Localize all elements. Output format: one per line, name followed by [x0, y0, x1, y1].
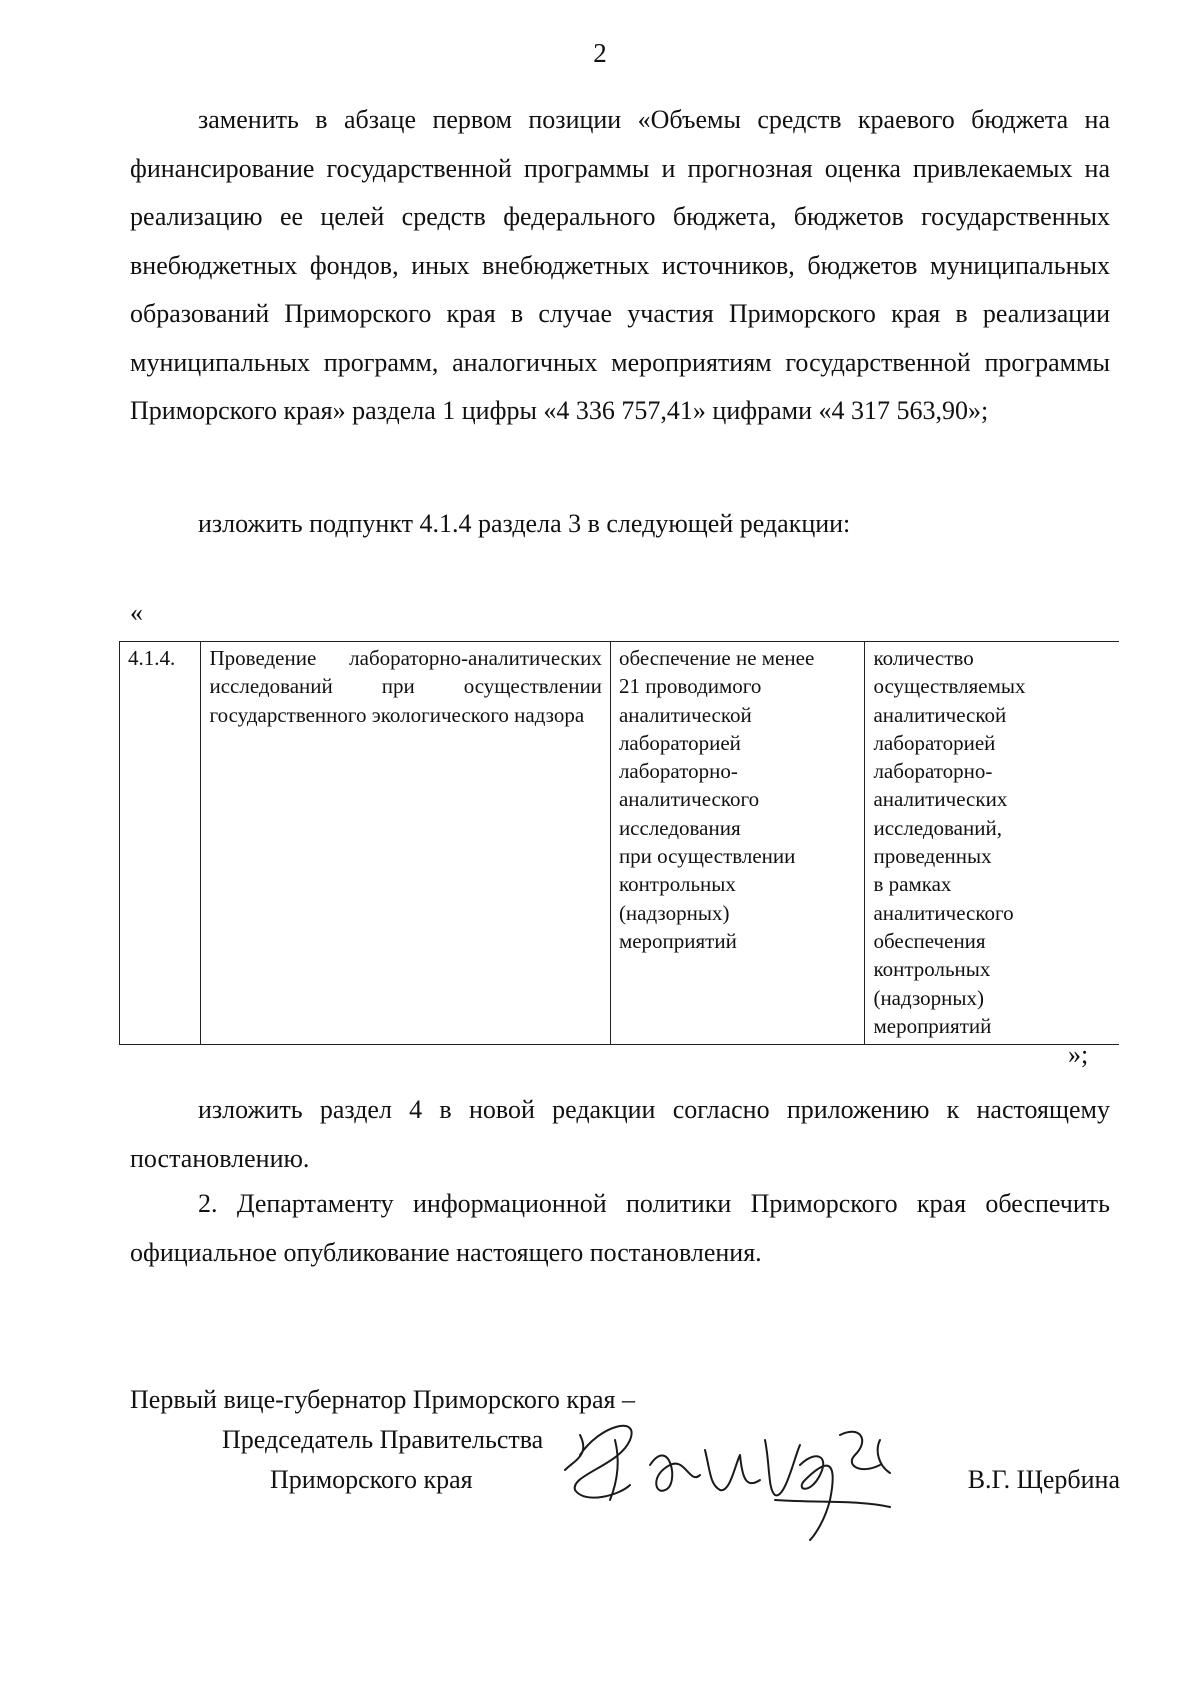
indicator-line: лабораторией [873, 730, 996, 755]
result-line: (надзорных) [618, 900, 730, 925]
handwritten-signature [560, 1395, 940, 1545]
indicator-line: осуществляемых [873, 674, 1026, 699]
indicator-cell [865, 642, 1119, 1045]
result-line: исследования [618, 815, 741, 840]
indicator-line: контрольных [873, 957, 991, 982]
indicator-line: аналитического [873, 900, 1014, 925]
result-line: мероприятий [618, 928, 737, 953]
result-line: 21 проводимого [618, 674, 762, 699]
indicator-line: исследований, [873, 815, 1002, 840]
page-number: 2 [593, 38, 607, 68]
indicator-line: в рамках [873, 872, 952, 897]
indicator-line: проведенных [873, 844, 992, 869]
signatory-title-line1: Первый вице-губернатор Приморского края – [130, 1385, 635, 1414]
table-close-quote: »; [1068, 1040, 1089, 1069]
indicator-line: (надзорных) [873, 985, 984, 1010]
result-line: лабораторно- [618, 759, 738, 784]
indicator-line: лабораторно- [873, 759, 993, 784]
indicator-line: аналитических [873, 787, 1008, 812]
result-line: аналитической [618, 702, 752, 727]
result-line: обеспечение не менее [618, 646, 815, 670]
result-line: лабораторией [618, 730, 741, 755]
activity-table [119, 641, 1119, 1045]
indicator-line: мероприятий [873, 1013, 992, 1038]
paragraph-section4: изложить раздел 4 в новой редакции согласно приложению к настоящему постановлению. [130, 1095, 1110, 1173]
paragraph-subclause-intro: изложить подпункт 4.1.4 раздела 3 в следующей редакции: [198, 509, 851, 538]
indicator-line: количество [873, 646, 974, 670]
indicator-line: аналитической [873, 702, 1007, 727]
signatory-title-line3: Приморского края [270, 1465, 473, 1494]
signatory-name: В.Г. Щербина [967, 1465, 1120, 1494]
table-open-quote: « [130, 598, 143, 627]
table-row [120, 642, 1120, 1045]
result-line: аналитического [618, 787, 760, 812]
indicator-line: обеспечения [873, 928, 986, 953]
result-line: контрольных [618, 872, 736, 897]
activity-cell: Проведение лабораторно-аналитических исследований при осуществлении государственного экологического надзора [201, 642, 610, 1045]
paragraph-budget-amendment: заменить в абзаце первом позиции «Объемы средств краевого бюджета на финансирование государственной программы и прогнозная оценка привлекаемых на реализацию ее целей средств федерального бюджета, бюджетов государственных внебюджетных фондов, иных внебюджетных источников, бюджетов муниципальных образований Приморского края в случае участия Приморского края в реализации муниципальных программ, аналогичных мероприятиям государственной программы Приморского края» раздела 1 цифры «4 336 757,41» цифрами «4 317 563,90»; [130, 105, 1110, 425]
result-line: при осуществлении [618, 844, 796, 869]
row-number-cell: 4.1.4. [120, 642, 201, 1045]
signatory-title-line2: Председатель Правительства [222, 1425, 544, 1454]
result-cell [610, 642, 865, 1045]
paragraph-publication: 2. Департаменту информационной политики Приморского края обеспечить официальное опубликование настоящего постановления. [130, 1189, 1110, 1267]
